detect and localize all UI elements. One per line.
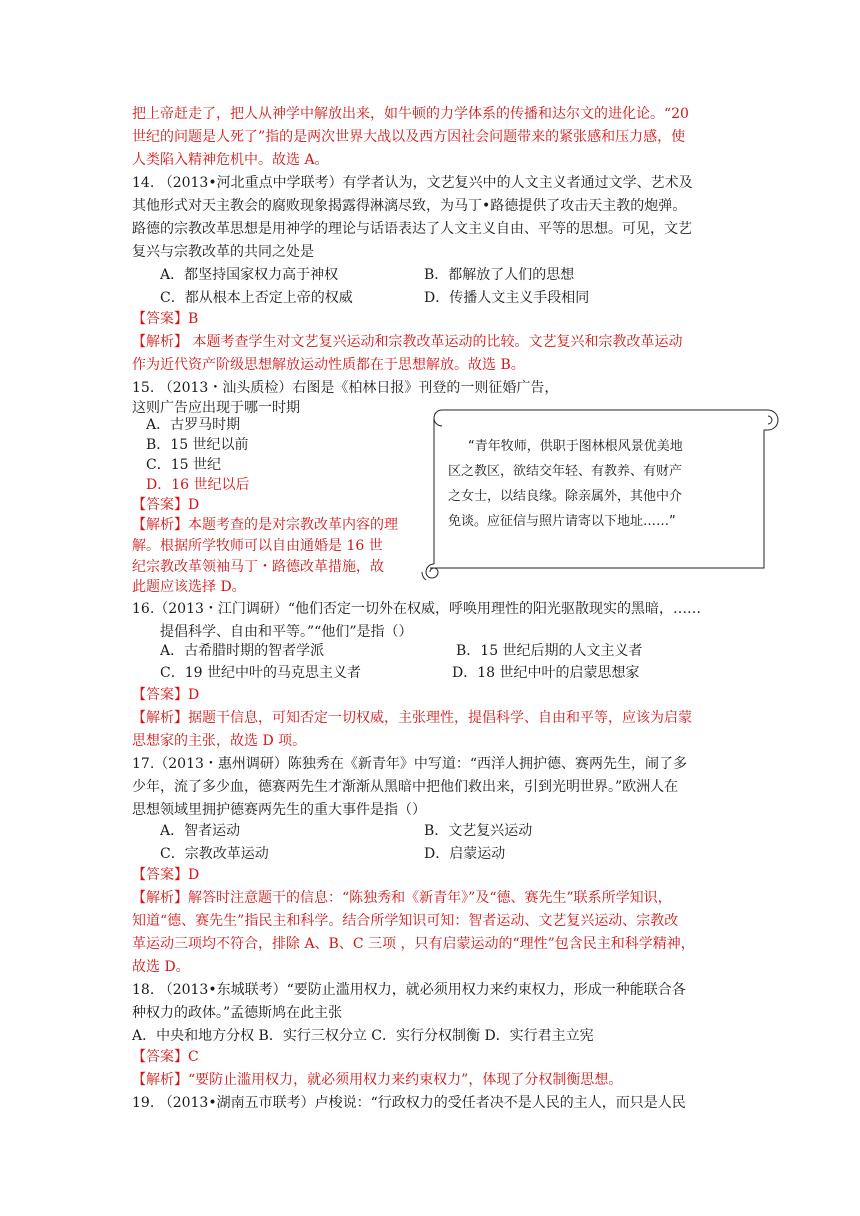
text-line: C．15 世纪 <box>146 457 221 473</box>
text-line: C．都从根本上否定上帝的权威 <box>160 290 353 306</box>
text-line: 【解析】 本题考查学生对文艺复兴运动和宗教改革运动的比较。文艺复兴和宗教改革运动 <box>132 334 683 350</box>
text-line: A．古罗马时期 <box>146 417 241 433</box>
text-line: D．16 世纪以后 <box>146 477 250 493</box>
text-line: 提倡科学、自由和平等。”“他们”是指（） <box>160 624 413 640</box>
text-line: 此题应该选择 D。 <box>132 579 246 595</box>
text-line: 故选 D。 <box>132 959 190 975</box>
text-line: 【答案】D <box>132 867 200 883</box>
text-line: 思想家的主张，故选 D 项。 <box>132 733 307 749</box>
text-line: C．19 世纪中叶的马克思主义者 <box>160 665 361 681</box>
text-line: 其他形式对天主教会的腐败现象揭露得淋漓尽致，为马丁•路德提供了攻击天主教的炮弹。 <box>132 198 687 214</box>
text-line: 少年，流了多少血，德赛两先生才渐渐从黑暗中把他们救出来，引到光明世界。”欧洲人在 <box>132 779 679 795</box>
text-line: C．宗教改革运动 <box>160 846 269 862</box>
text-line: 人类陷入精神危机中。故选 A。 <box>132 152 329 168</box>
text-line: 知道“德、赛先生”指民主和科学。结合所学知识可知：智者运动、文艺复兴运动、宗教改 <box>132 913 679 929</box>
text-line: 把上帝赶走了，把人从神学中解放出来，如牛顿的力学体系的传播和达尔文的进化论。“20 <box>132 106 689 122</box>
text-line: 14. （2013•河北重点中学联考）有学者认为，文艺复兴中的人文主义者通过文学、艺术及 <box>132 175 693 191</box>
text-line: 【答案】C <box>132 1049 199 1065</box>
text-line: A．智者运动 <box>160 823 241 839</box>
text-line: 【答案】B <box>132 311 199 327</box>
text-line: 【答案】D <box>132 687 200 703</box>
text-line: B．15 世纪后期的人文主义者 <box>456 643 643 659</box>
advert-line: 之女士，以结良缘。除亲属外，其他中介 <box>448 489 683 504</box>
text-line: 15. （2013・汕头质检）右图是《柏林日报》刊登的一则征婚广告， <box>132 380 559 396</box>
text-line: 复兴与宗教改革的共同之处是 <box>132 244 314 260</box>
text-line: D．18 世纪中叶的启蒙思想家 <box>452 665 640 681</box>
text-line: 革运动三项均不符合，排除 A、B、C 三项 ，只有启蒙运动的“理性”包含民主和科学精神， <box>132 936 695 952</box>
text-line: 解。根据所学牧师可以自由通婚是 16 世 <box>132 538 383 554</box>
text-line: 思想领域里拥护德赛两先生的重大事件是指（） <box>132 802 426 818</box>
text-line: 作为近代资产阶级思想解放运动性质都在于思想解放。故选 B。 <box>132 357 525 373</box>
text-line: 【答案】D <box>132 497 200 513</box>
text-line: 19. （2013•湖南五市联考）卢梭说：“行政权力的受任者决不是人民的主人，而只是人民 <box>132 1095 686 1111</box>
text-line: D．启蒙运动 <box>424 846 506 862</box>
text-line: 世纪的问题是人死了”指的是两次世界大战以及西方因社会问题带来的紧张感和压力感，使 <box>132 129 686 145</box>
text-line: 17.（2013・惠州调研）陈独秀在《新青年》中写道：“西洋人拥护德、赛两先生，闹了多 <box>132 756 688 772</box>
text-line: 16.（2013・江门调研）“他们否定一切外在权威，呼唤用理性的阳光驱散现实的黑暗，…… <box>132 601 702 617</box>
advert-line: 区之教区，欲结交年轻、有教养、有财产 <box>448 464 683 479</box>
text-line: A．都坚持国家权力高于神权 <box>160 267 339 283</box>
text-line: 【解析】本题考查的是对宗教改革内容的理 <box>132 517 398 533</box>
text-line: 18. （2013•东城联考）“要防止滥用权力，就必须用权力来约束权力，形成一种能联合各 <box>132 982 686 998</box>
advert-line: “青年牧师，供职于图林根风景优美地 <box>468 439 683 454</box>
text-line: 种权力的政体。”孟德斯鸠在此主张 <box>132 1005 343 1021</box>
advert-line: 免谈。应征信与照片请寄以下地址……” <box>448 514 676 529</box>
text-line: D．传播人文主义手段相同 <box>424 290 590 306</box>
text-line: A．古希腊时期的智者学派 <box>160 643 325 659</box>
text-line: B．15 世纪以前 <box>146 437 249 453</box>
text-line: B．都解放了人们的思想 <box>424 267 575 283</box>
text-line: 【解析】据题干信息，可知否定一切权威，主张理性，提倡科学、自由和平等，应该为启蒙 <box>132 710 692 726</box>
text-line: 【解析】“要防止滥用权力，就必须用权力来约束权力”，体现了分权制衡思想。 <box>132 1072 623 1088</box>
text-line: B．文艺复兴运动 <box>424 823 533 839</box>
text-line: 纪宗教改革领袖马丁・路德改革措施，故 <box>132 559 384 575</box>
text-line: A．中央和地方分权 B．实行三权分立 C．实行分权制衡 D．实行君主立宪 <box>132 1028 594 1044</box>
text-line: 【解析】解答时注意题干的信息：“陈独秀和《新青年》”及“德、赛先生”联系所学知识， <box>132 890 672 906</box>
text-line: 路德的宗教改革思想是用神学的理论与话语表达了人文主义自由、平等的思想。可见，文艺 <box>132 221 692 237</box>
text-line: 这则广告应出现于哪一时期 <box>132 400 300 416</box>
